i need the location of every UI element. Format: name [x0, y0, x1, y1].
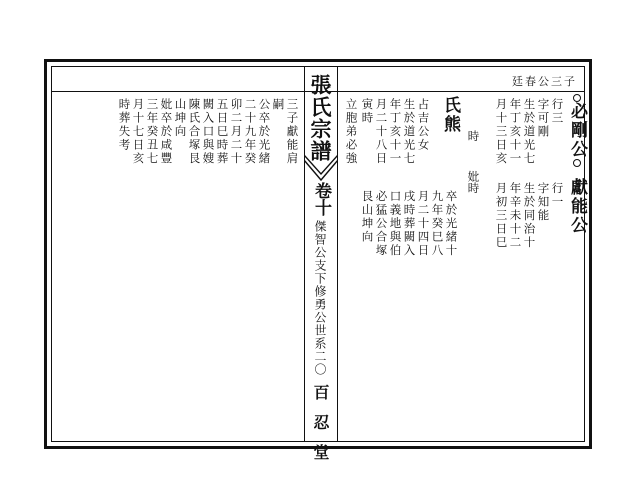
- entry2-line: 月初三日巳: [494, 182, 509, 250]
- left-line: 月十七日亥: [131, 98, 146, 166]
- spine-hall-name: 百忍堂: [311, 384, 330, 474]
- spouse-origin-line: 年丁亥十一: [388, 98, 403, 166]
- left-line: 公卒於光緒: [257, 98, 272, 166]
- entry1-line: 行三: [550, 98, 565, 125]
- marker-circle-icon: [573, 94, 581, 102]
- entry1-line: 時 妣: [466, 130, 481, 184]
- entry2-line: 生於同治十: [522, 182, 537, 250]
- left-line: 山坤向: [173, 98, 188, 139]
- spine-right-rule: [337, 66, 338, 442]
- spine-left-rule: [304, 66, 305, 442]
- spouse-origin-line: 立胞弟必強: [344, 98, 359, 166]
- spouse-line: 口義地與伯: [388, 190, 403, 258]
- left-line: 妣卒於咸豐: [159, 98, 174, 166]
- entry2-line: 年辛未十二: [508, 182, 523, 250]
- left-line: 二十九年癸: [243, 98, 258, 166]
- left-line: 陳氏合塚艮: [187, 98, 202, 166]
- left-line: 五日巳時葬: [215, 98, 230, 166]
- spine-volume: 卷十: [311, 182, 331, 216]
- spine-subtitle: 傑智公支下修勇公世系二〇: [313, 220, 327, 376]
- left-line: 三年癸丑七: [145, 98, 160, 166]
- entry2-line: 行一: [550, 182, 565, 209]
- spouse-origin-line: 生於道光七: [402, 98, 417, 166]
- spine-fishtail: [304, 152, 338, 182]
- entry1-line: 年丁亥十一: [508, 98, 523, 166]
- left-line: 嗣: [271, 98, 286, 112]
- left-line: 三子獻能肩: [285, 98, 300, 166]
- spouse-name: 氏熊: [440, 96, 460, 134]
- left-line: 時葬失考: [117, 98, 132, 152]
- spouse-origin-line: 寅時: [360, 98, 375, 125]
- spouse-line: 艮山坤向: [360, 190, 375, 244]
- spouse-line: 必猛公合塚: [374, 190, 389, 258]
- spouse-line: 月二十四日: [416, 190, 431, 258]
- entry2-line: 時: [466, 182, 481, 196]
- spouse-origin-line: 月二十八日: [374, 98, 389, 166]
- entry1-line: 生於道光七: [522, 98, 537, 166]
- spine-title: 張氏宗譜: [308, 74, 333, 162]
- spouse-line: 卒於光緒十: [444, 190, 459, 258]
- spouse-origin-line: 占吉公女: [416, 98, 431, 152]
- entry-name-bigang: 必剛公: [568, 94, 585, 167]
- spouse-line: 九年癸巳八: [430, 190, 445, 258]
- left-line: 卯二月二十: [229, 98, 244, 166]
- entry2-line: 字知能: [536, 182, 551, 223]
- entry-name-xianneng: 獻能公: [567, 178, 587, 235]
- spouse-line: 戌時葬闕入: [402, 190, 417, 258]
- entry1-line: 字可剛: [536, 98, 551, 139]
- entry1-line: 月十三日亥: [494, 98, 509, 166]
- marker-circle-icon: [573, 159, 581, 167]
- left-line: 闕入口與嫂: [201, 98, 216, 166]
- generation-header: 廷春公三子: [512, 75, 577, 88]
